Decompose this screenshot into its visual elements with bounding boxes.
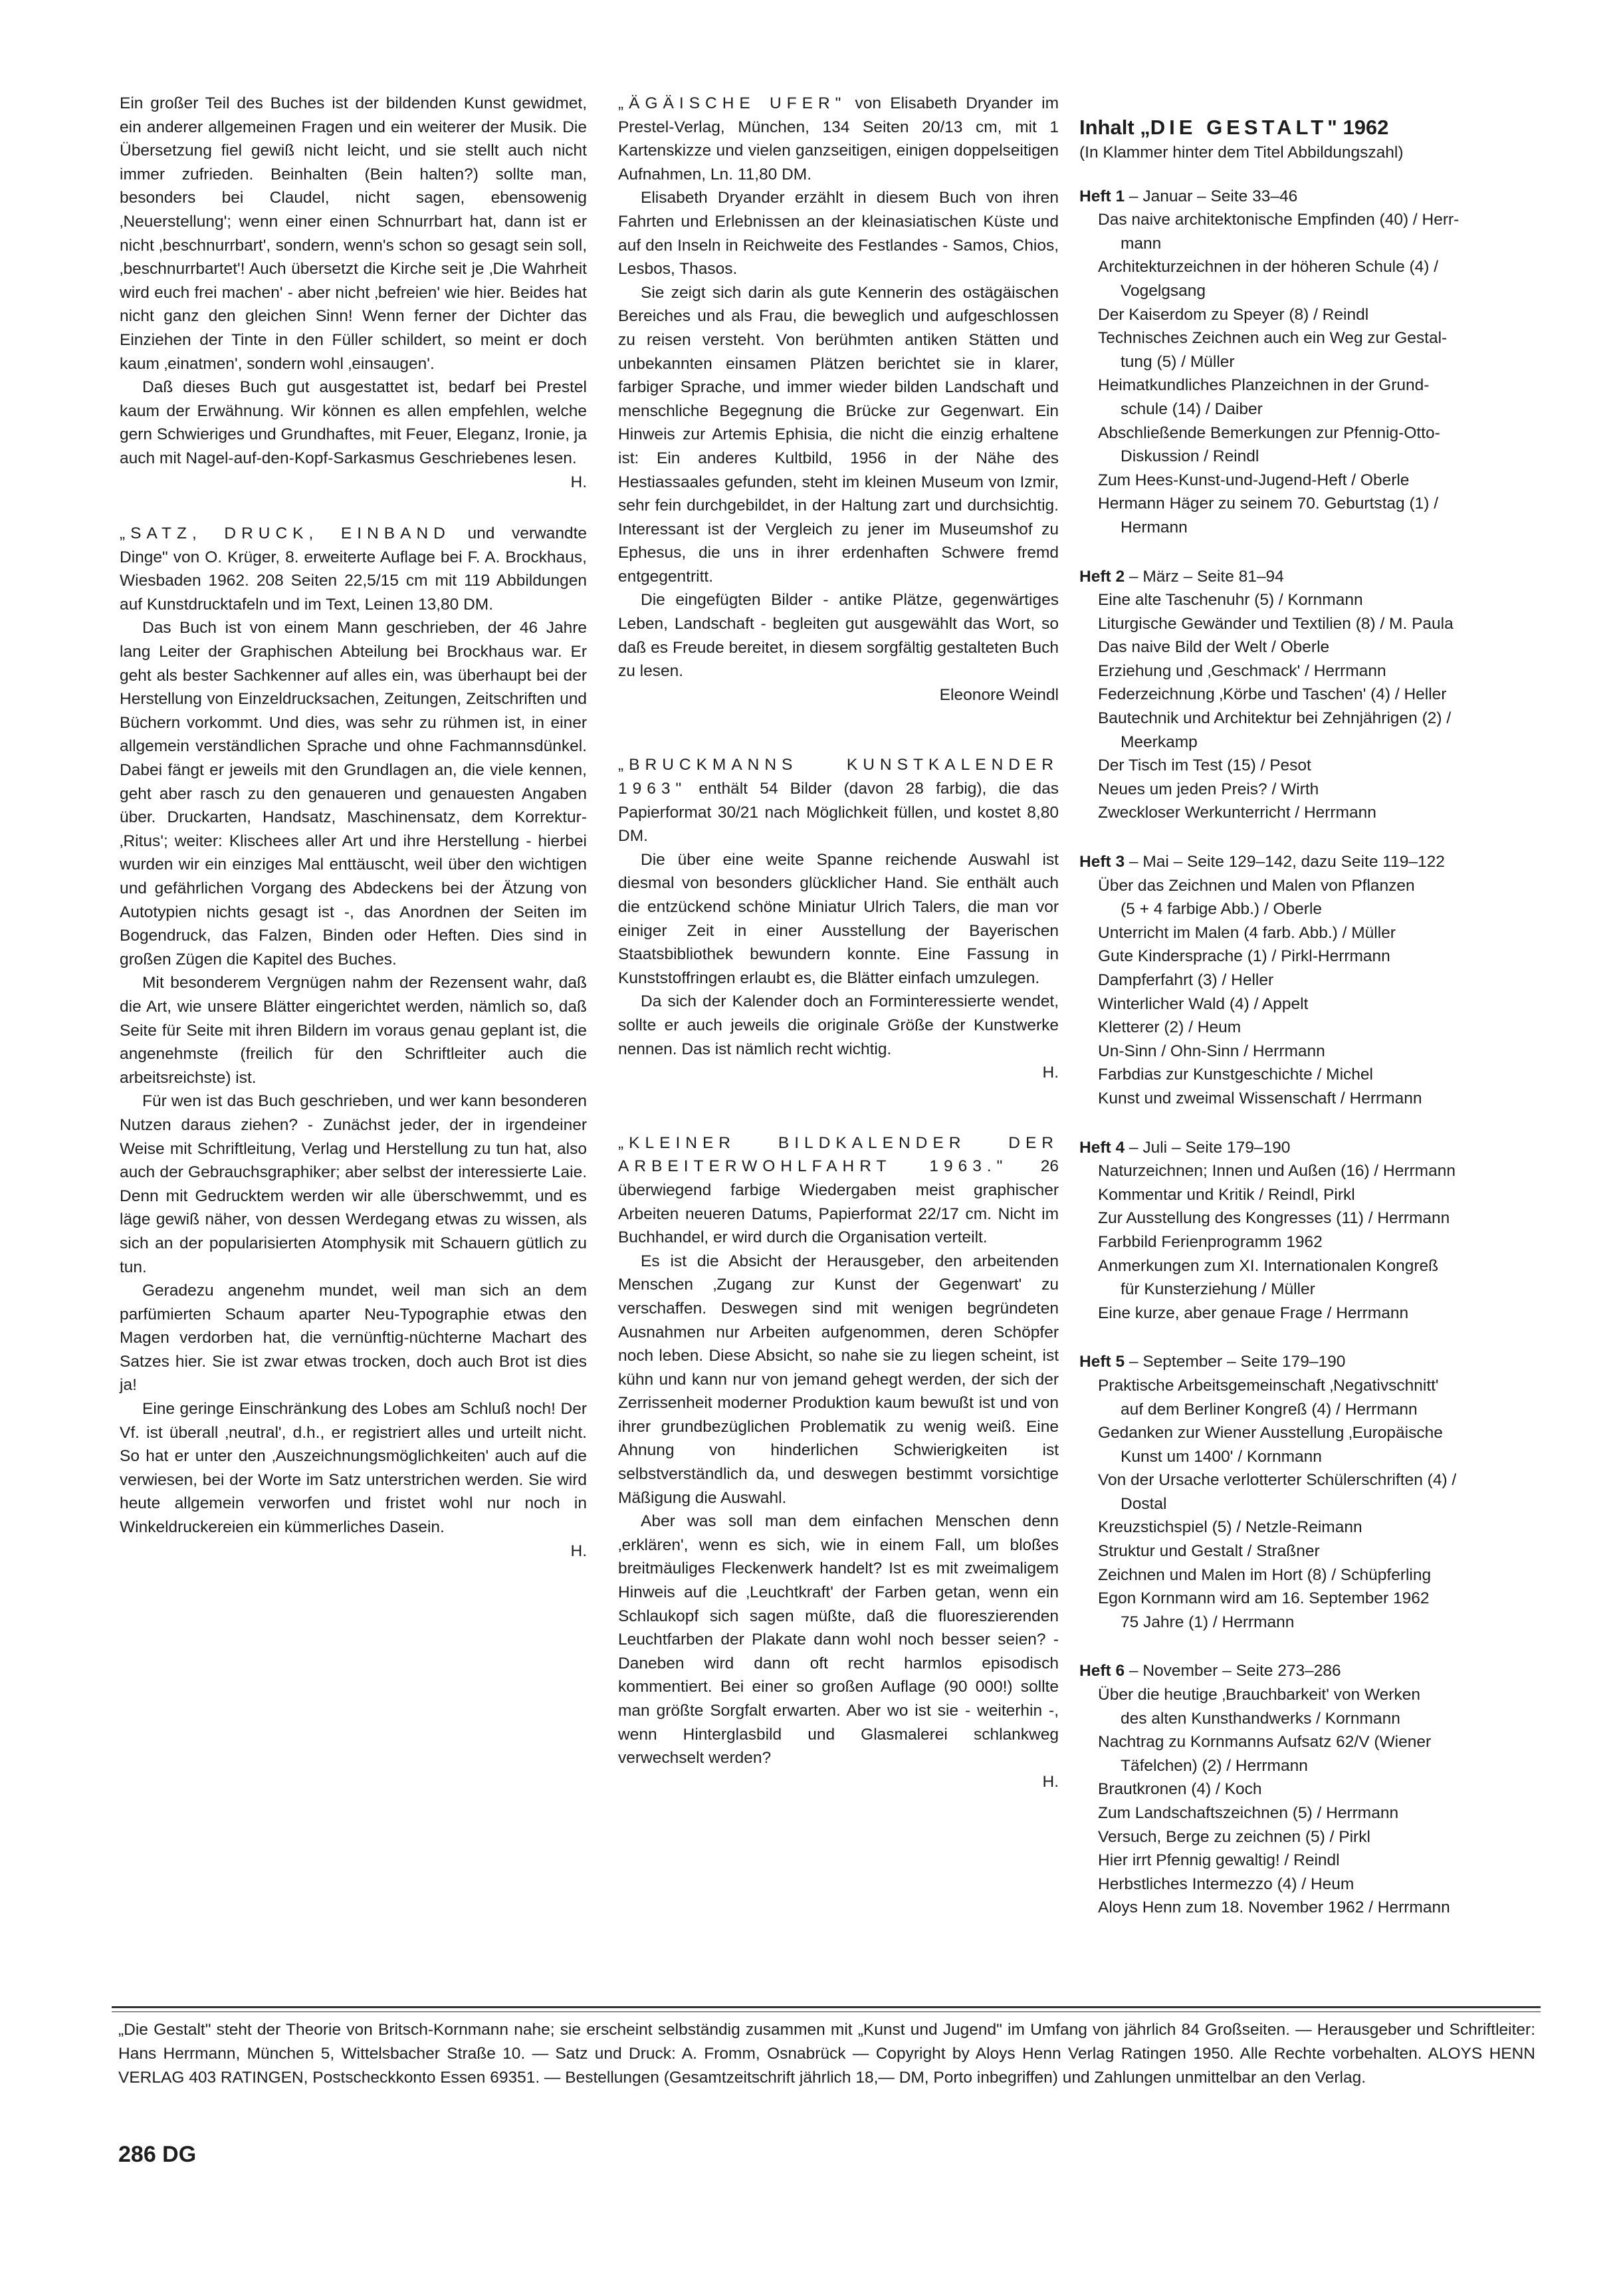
entry-title: Zeichnen und Malen im Hort (8) / Schüpferling (1098, 1565, 1432, 1584)
contents-entry (1079, 469, 1545, 493)
entry-title: Kunst und zweimal Wissenschaft / Herrmann (1098, 1089, 1422, 1107)
contents-entry (1079, 612, 1545, 636)
contents-entry (1079, 659, 1545, 683)
issue-6 (1079, 1659, 1545, 1920)
entry-title: Technisches Zeichnen auch ein Weg zur Gestal- (1098, 329, 1448, 348)
review-satz-heading (120, 522, 587, 616)
entry-title: Erziehung und ‚Geschmack' / Herrmann (1098, 661, 1386, 680)
contents-entry (1079, 1302, 1545, 1325)
contents-entry (1079, 1896, 1545, 1920)
entry-continuation: des alten Kunsthandwerks / Kornmann (1121, 1709, 1400, 1728)
review-ufer-paragraph-3: Die eingefügten Bilder - antike Plätze, gegenwärtiges Leben, Landschaft - begleiten gut ausgewählt das Wort, so daß es Freude bereitet, in diesem sorgfältig gestalteten Buch zu lesen. (618, 591, 1059, 681)
contents-entry (1079, 1468, 1545, 1516)
entry-title: Das naive Bild der Welt / Oberle (1098, 638, 1330, 657)
issue-date-pages: – September – Seite 179–190 (1125, 1353, 1346, 1371)
footer-rule-thick (112, 2006, 1541, 2008)
entry-title: Neues um jeden Preis? / Wirth (1098, 780, 1319, 798)
review-satz-bibliography: und verwandte Dinge" von O. Krüger, 8. erweiterte Auflage bei F. A. Brockhaus, Wiesbaden 1962. 208 Seiten 22,5/15 cm mit 119 Abbildungen auf Kunstdrucktafeln und im Text, Leinen 13,80 DM. (120, 524, 587, 614)
entry-title: Federzeichnung ‚Körbe und Taschen' (4) / Heller (1098, 685, 1447, 704)
contents-title-year: " 1962 (1327, 116, 1389, 139)
entry-title: Abschließende Bemerkungen zur Pfennig-Otto- (1098, 423, 1440, 442)
entry-title: Zur Ausstellung des Kongresses (11) / Herrmann (1098, 1209, 1450, 1228)
issue-1 (1079, 185, 1545, 540)
issue-label: Heft 5 (1079, 1353, 1125, 1371)
issue-date-pages: – Mai – Seite 129–142, dazu Seite 119–122 (1125, 853, 1445, 871)
entry-continuation: Dostal (1121, 1494, 1167, 1513)
contents-title-magazine: DIE GESTALT (1150, 116, 1328, 139)
contents-entry (1079, 1230, 1545, 1254)
entry-title: Egon Kornmann wird am 16. September 1962 (1098, 1589, 1430, 1608)
contents-entry (1079, 874, 1545, 921)
entry-title: Heimatkundliches Planzeichnen in der Grund- (1098, 376, 1430, 395)
entry-continuation: 75 Jahre (1) / Herrmann (1121, 1613, 1295, 1631)
entry-title: Kletterer (2) / Heum (1098, 1018, 1242, 1037)
review-bildkalender-paragraph-2: Aber was soll man dem einfachen Menschen denn ‚erklären', wenn es sich, wie in einem Fall, um bloßes breitmäuliges Fleckenwerk handelt? Ist es mit zweimaligem Hinweis auf die ‚Leuchtkraft' der Farben getan, wenn ein Schlaukopf sich sagen müßte, daß die fluoreszierenden Leuchtfarben der Plakate dann wohl noch besser seien? - Daneben wird dann oft recht harmlos episodisch kommentiert. Bei einer so großen Auflage (90 000!) sollte man größte Sorgfalt erwarten. Aber wo ist sie - weiterhin -, wenn Hinterglasbild und Glasmalerei schlankweg verwechselt werden? (618, 1512, 1059, 1768)
contents-entry (1079, 374, 1545, 421)
review-satz-paragraph-2: Mit besonderem Vergnügen nahm der Rezensent wahr, daß die Art, wie unsere Blätter eingerichtet werden, nämlich so, daß Seite für Seite mit ihren Bildern im voraus genau geplant ist, die angenehmste (freilich für den Schriftleiter auch die arbeitsreichste) ist. (120, 974, 587, 1087)
contents-entry (1079, 1849, 1545, 1873)
entry-continuation: Hermann (1121, 518, 1188, 536)
issue-date-pages: – Juli – Seite 179–190 (1125, 1138, 1291, 1157)
contents-entry (1079, 1683, 1545, 1730)
entry-title: Nachtrag zu Kornmanns Aufsatz 62/V (Wiener (1098, 1733, 1432, 1752)
contents-entry (1079, 1801, 1545, 1825)
entry-continuation: (5 + 4 farbige Abb.) / Oberle (1121, 900, 1323, 919)
entry-title: Zum Landschaftszeichnen (5) / Herrmann (1098, 1804, 1399, 1822)
page-number: 286 DG (118, 2142, 197, 2167)
review-bruckmann-heading (618, 753, 1059, 848)
entry-title: Dampferfahrt (3) / Heller (1098, 971, 1274, 989)
issue-label: Heft 1 (1079, 187, 1125, 205)
contents-entry (1079, 754, 1545, 778)
contents-entry (1079, 1730, 1545, 1778)
contents-entry (1079, 492, 1545, 539)
review-ufer-title: „ÄGÄISCHE UFER" (618, 94, 847, 112)
contents-entry (1079, 1016, 1545, 1040)
entry-title: Zum Hees-Kunst-und-Jugend-Heft / Oberle (1098, 471, 1410, 489)
contents-entry (1079, 1778, 1545, 1801)
entry-title: Eine alte Taschenuhr (5) / Kornmann (1098, 591, 1363, 610)
issue-label: Heft 6 (1079, 1662, 1125, 1680)
contents-title (1079, 114, 1545, 141)
entry-title: Praktische Arbeitsgemeinschaft ‚Negativschnitt' (1098, 1376, 1439, 1395)
issue-5 (1079, 1350, 1545, 1634)
entry-title: Struktur und Gestalt / Straßner (1098, 1542, 1320, 1561)
contents-entry (1079, 801, 1545, 825)
footer-rule-thin (112, 2011, 1541, 2012)
entry-continuation: Meerkamp (1121, 733, 1198, 751)
review-satz-paragraph-1: Das Buch ist von einem Mann geschrieben, der 46 Jahre lang Leiter der Graphischen Abteilung bei Brockhaus war. Er geht als bester Sachkenner auf alles ein, was überhaupt bei der Herstellung von Einzeldrucksachen, Zeitungen, Zeitschriften und Büchern vorkommt. Und dies, was sehr zu rühmen ist, in einer allgemein verständlichen Sprache und ohne Fachmannsdünkel. Dabei fängt er jeweils mit den Grundlagen an, die viele kennen, geht aber rasch zu den genaueren und genauesten Angaben über. Druckarten, Handsatz, Maschinensatz, dem Korrektur-‚Ritus'; weiter: Klischees aller Art und ihre Herstellung - hierbei wurden wir ein einziges Mal enttäuscht, weil über den wichtigen und gefährlichen Vorgang des Abdeckens bei der Ätzung von Autotypien nichts gesagt ist -, das Anordnen der Seiten im Bogendruck, das Falzen, Binden oder Heften. Dies sind in großen Zügen die Kapitel des Buches. (120, 619, 587, 969)
entry-title: Hermann Häger zu seinem 70. Geburtstag (1) / (1098, 495, 1439, 513)
entry-title: Bautechnik und Architektur bei Zehnjährigen (2) / (1098, 709, 1452, 728)
entry-continuation: auf dem Berliner Kongreß (4) / Herrmann (1121, 1400, 1418, 1419)
issue-3 (1079, 850, 1545, 1111)
review-ufer-signature: Eleonore Weindl (939, 685, 1059, 704)
contents-entry (1079, 1587, 1545, 1634)
entry-title: Architekturzeichnen in der höheren Schule (4) / (1098, 258, 1439, 277)
review-bildkalender-title: „KLEINER BILDKALENDER DER ARBEITERWOHLFAHRT 1963." (618, 1133, 1059, 1176)
review-bruckmann-bibliography: enthält 54 Bilder (davon 28 farbig), die das Papierformat 30/21 nach Möglichkeit füllen, und kostet 8,80 DM. (618, 780, 1059, 846)
entry-title: Farbdias zur Kunstgeschichte / Michel (1098, 1066, 1373, 1084)
review-satz-paragraph-3: Für wen ist das Buch geschrieben, und wer kann besonderen Nutzen daraus ziehen? - Zunächst jeder, der in irgendeiner Weise mit Schriftleitung, Verlag und Herstellung zu tun hat, also auch der Gebrauchsgraphiker; aber selbst der interessierte Laie. Denn mit Gedrucktem werden wir alle überschwemmt, und es läge gewiß näher, von dessen Werdegang etwas zu wissen, als sich an der popularisierten Atomphysik mit Schauern gütlich zu tun. (120, 1092, 587, 1276)
entry-title: Gedanken zur Wiener Ausstellung ‚Europäische (1098, 1424, 1443, 1442)
entry-continuation: schule (14) / Daiber (1121, 400, 1263, 418)
contents-entry (1079, 683, 1545, 707)
contents-subtitle: (In Klammer hinter dem Titel Abbildungszahl) (1079, 144, 1404, 162)
issue-label: Heft 2 (1079, 567, 1125, 586)
review-bildkalender-bibliography: 26 überwiegend farbige Wiedergaben meist graphischer Arbeiten neueren Datums, Papierformat 22/17 cm. Nicht im Buchhandel, er wird durch die Organisation verteilt. (618, 1157, 1059, 1247)
review-ufer-heading (618, 92, 1059, 186)
contents-entry (1079, 1374, 1545, 1421)
contents-entry (1079, 1825, 1545, 1849)
contents-entry (1079, 1183, 1545, 1207)
entry-continuation: tung (5) / Müller (1121, 352, 1235, 371)
entry-title: Farbbild Ferienprogramm 1962 (1098, 1232, 1323, 1251)
contents-title-prefix: Inhalt „ (1079, 116, 1150, 139)
review-bildkalender-paragraph-1: Es ist die Absicht der Herausgeber, den arbeitenden Menschen ‚Zugang zur Kunst der Gegenwart' zu verschaffen. Deswegen sind mit wenigen begründeten Ausnahmen nur Arbeiten aufgenommen, deren Schöpfer noch leben. Diese Absicht, so nahe sie zu liegen scheint, ist kühn und kann nur von jemand gehegt werden, der sich der Zerrissenheit moderner Produktion kaum bewußt ist und von ihrer grundbezüglichen Problematik zu wenig weiß. Eine Ahnung von hinderlichen Schwierigkeiten ist selbstverständlich da, und deswegen bestimmt vorsichtige Mäßigung die Auswahl. (618, 1252, 1059, 1507)
entry-title: Brautkronen (4) / Koch (1098, 1780, 1262, 1799)
review-claudel-paragraph-1: Ein großer Teil des Buches ist der bildenden Kunst gewidmet, ein anderer allgemeinen Fragen und ein weiterer der Musik. Die Übersetzung fiel gewiß nicht leicht, und sie stellt auch nicht immer zufrieden. Beinhalten (Bein halten?) sollte man, besonders bei Claudel, nicht sagen, ebensowenig ‚Neuerstellung'; wenn einer einen Schnurrbart hat, dann ist er nicht ‚beschnurrbart', sondern, wenn's schon so gesagt sein soll, ‚beschnurrbartet'! Auch übersetzt die Kirche seit je ‚Die Wahrheit wird euch frei machen' - aber nicht ‚befreien' wie hier. Beides hat nicht ganz den gleichen Sinn! Wenn ferner der Dichter das Einziehen der Tinte in den Füller schildert, so meint er doch kaum ‚einatmen', sondern wohl ‚einsaugen'. (120, 94, 587, 373)
contents-entry (1079, 208, 1545, 255)
column-middle (618, 92, 1059, 1793)
contents-entry (1079, 1159, 1545, 1183)
contents-entry (1079, 1254, 1545, 1302)
entry-title: Eine kurze, aber genaue Frage / Herrmann (1098, 1304, 1409, 1322)
issue-label: Heft 3 (1079, 853, 1125, 871)
review-bruckmann-title: „BRUCKMANNS KUNSTKALENDER 1963" (618, 756, 1059, 798)
issue-heading (1079, 1350, 1545, 1374)
review-ufer-bibliography: von Elisabeth Dryander im Prestel-Verlag, München, 134 Seiten 20/13 cm, mit 1 Kartenskizze und vielen ganzseitigen, einigen doppelseitigen Aufnahmen, Ln. 11,80 DM. (618, 94, 1059, 183)
contents-entry (1079, 778, 1545, 802)
review-bruckmann-paragraph-2: Da sich der Kalender doch an Forminteressierte wendet, sollte er auch jeweils die originale Größe der Kunstwerke nennen. Das ist nämlich recht wichtig. (618, 992, 1059, 1058)
entry-title: Der Kaiserdom zu Speyer (8) / Reindl (1098, 305, 1369, 324)
review-bildkalender-signature: H. (1042, 1772, 1059, 1791)
contents-entry (1079, 255, 1545, 302)
entry-continuation: für Kunsterziehung / Müller (1121, 1280, 1315, 1299)
entry-continuation: Vogelgsang (1121, 281, 1206, 300)
issue-heading (1079, 565, 1545, 589)
entry-title: Winterlicher Wald (4) / Appelt (1098, 994, 1309, 1013)
entry-continuation: mann (1121, 234, 1162, 253)
review-bildkalender-heading (618, 1131, 1059, 1250)
entry-title: Liturgische Gewänder und Textilien (8) / M. Paula (1098, 614, 1454, 633)
issue-heading (1079, 1659, 1545, 1683)
entry-continuation: Täfelchen) (2) / Herrmann (1121, 1756, 1308, 1775)
entry-title: Kommentar und Kritik / Reindl, Pirkl (1098, 1185, 1355, 1204)
issue-date-pages: – März – Seite 81–94 (1125, 567, 1284, 586)
contents-entry (1079, 1540, 1545, 1563)
review-satz-paragraph-5: Eine geringe Einschränkung des Lobes am Schluß noch! Der Vf. ist überall ‚neutral', d.h., er registriert alles und urteilt nicht. So hat er unter den ‚Auszeichnungsmöglichkeiten' auch auf die verwiesen, bei der Worte im Satz unterstrichen werden. Sie wird heute allgemein verworfen und fristet wohl nur noch in Winkeldruckereien ein kümmerliches Dasein. (120, 1400, 587, 1537)
annual-contents (1079, 114, 1545, 1945)
contents-entry (1079, 707, 1545, 754)
review-satz-paragraph-4: Geradezu angenehm mundet, weil man sich an dem parfümierten Schaum aparter Neu-Typographie etwas den Magen verdorben hat, die vernünftig-nüchterne Machart des Satzes hier. Sie ist zwar etwas trocken, doch auch Brot ist dies ja! (120, 1282, 587, 1395)
contents-entry (1079, 1563, 1545, 1587)
review-claudel-signature: H. (570, 473, 587, 491)
contents-entry (1079, 1063, 1545, 1087)
issue-4 (1079, 1136, 1545, 1325)
issue-list (1079, 185, 1545, 1920)
entry-title: Gute Kindersprache (1) / Pirkl-Herrmann (1098, 947, 1390, 966)
contents-entry (1079, 1040, 1545, 1064)
entry-title: Das naive architektonische Empfinden (40) / Herr- (1098, 211, 1460, 229)
contents-entry (1079, 326, 1545, 374)
contents-entry (1079, 921, 1545, 945)
review-bruckmann-paragraph-1: Die über eine weite Spanne reichende Auswahl ist diesmal von besonders glücklicher Hand. Sie enthält auch die entzückend schöne Miniatur Ulrich Talers, die man vor einiger Zeit in einer Ausstellung der Bayerischen Staatsbibliothek bewundern konnte. Eine Fassung in Kunststoffringen erlaubt es, die Blätter einfach umzulegen. (618, 850, 1059, 987)
contents-entry (1079, 588, 1545, 612)
contents-entry (1079, 635, 1545, 659)
entry-title: Herbstliches Intermezzo (4) / Heum (1098, 1875, 1354, 1893)
review-satz-signature: H. (570, 1542, 587, 1560)
entry-title: Unterricht im Malen (4 farb. Abb.) / Müller (1098, 923, 1396, 942)
review-satz-title: „SATZ, DRUCK, EINBAND (120, 524, 451, 543)
entry-continuation: Diskussion / Reindl (1121, 447, 1259, 466)
entry-title: Über das Zeichnen und Malen von Pflanzen (1098, 876, 1415, 895)
issue-date-pages: – November – Seite 273–286 (1125, 1662, 1341, 1680)
entry-title: Naturzeichnen; Innen und Außen (16) / Herrmann (1098, 1162, 1456, 1181)
contents-entry (1079, 421, 1545, 469)
contents-entry (1079, 1873, 1545, 1896)
issue-heading (1079, 850, 1545, 874)
contents-entry (1079, 303, 1545, 327)
contents-entry (1079, 992, 1545, 1016)
issue-heading (1079, 1136, 1545, 1160)
issue-heading (1079, 185, 1545, 209)
entry-title: Aloys Henn zum 18. November 1962 / Herrmann (1098, 1898, 1450, 1917)
entry-title: Un-Sinn / Ohn-Sinn / Herrmann (1098, 1042, 1325, 1060)
contents-entry (1079, 1421, 1545, 1468)
contents-entry (1079, 1206, 1545, 1230)
issue-label: Heft 4 (1079, 1138, 1125, 1157)
issue-2 (1079, 565, 1545, 826)
entry-title: Über die heutige ‚Brauchbarkeit' von Werken (1098, 1686, 1420, 1704)
column-left (120, 92, 587, 1563)
entry-title: Versuch, Berge zu zeichnen (5) / Pirkl (1098, 1827, 1370, 1846)
entry-title: Kreuzstichspiel (5) / Netzle-Reimann (1098, 1518, 1362, 1537)
review-ufer-paragraph-2: Sie zeigt sich darin als gute Kennerin des ostägäischen Bereiches und als Frau, die beweglich und aufgeschlossen zu reisen versteht. Von berühmten antiken Stätten und unbekannten einsamen Plätzen berichtet sie in klarer, farbiger Sprache, und immer wieder bilden Landschaft und menschliche Begegnung die Brücke zur Gegenwart. Ein Hinweis zur Artemis Ephisia, die nicht die einzig erhaltene ist: Ein anderes Kultbild, 1956 in der Nähe des Hestiassaales gefunden, steht im kleinen Museum von Izmir, sehr fein durchgebildet, in der Haltung zart und durchsichtig. Interessant ist der Vergleich zu jener im Museumshof zu Ephesus, die uns in ihrer erdenhaften Schwere fremd entgegentritt. (618, 283, 1059, 586)
entry-title: Anmerkungen zum XI. Internationalen Kongreß (1098, 1256, 1439, 1275)
entry-title: Zweckloser Werkunterricht / Herrmann (1098, 804, 1376, 822)
entry-continuation: Kunst um 1400' / Kornmann (1121, 1447, 1322, 1466)
contents-entry (1079, 1516, 1545, 1540)
contents-entry (1079, 1087, 1545, 1111)
entry-title: Von der Ursache verlotterter Schülerschriften (4) / (1098, 1471, 1457, 1490)
entry-title: Der Tisch im Test (15) / Pesot (1098, 756, 1311, 775)
issue-date-pages: – Januar – Seite 33–46 (1125, 187, 1298, 205)
review-bruckmann-signature: H. (1042, 1064, 1059, 1082)
contents-entry (1079, 945, 1545, 969)
imprint: „Die Gestalt" steht der Theorie von Britsch-Kornmann nahe; sie erscheint selbständig zusammen mit „Kunst und Jugend" im Umfang von jährlich 84 Großseiten. — Herausgeber und Schriftleiter: Hans Herrmann, München 5, Wittelsbacher Straße 10. — Satz und Druck: A. Fromm, Osnabrück — Copyright by Aloys Henn Verlag Ratingen 1950. Alle Rechte vorbehalten. ALOYS HENN VERLAG 403 RATINGEN, Postscheckkonto Essen 69351. — Bestellungen (Gesamtzeitschrift jährlich 18,— DM, Porto inbegriffen) und Zahlungen unmittelbar an den Verlag. (118, 2021, 1535, 2087)
contents-entry (1079, 969, 1545, 992)
entry-title: Hier irrt Pfennig gewaltig! / Reindl (1098, 1851, 1340, 1870)
review-ufer-paragraph-1: Elisabeth Dryander erzählt in diesem Buch von ihren Fahrten und Erlebnissen an der kleinasiatischen Küste und auf den Inseln in Reichweite des Festlandes - Samos, Chios, Lesbos, Thasos. (618, 189, 1059, 279)
review-claudel-paragraph-2: Daß dieses Buch gut ausgestattet ist, bedarf bei Prestel kaum der Erwähnung. Wir können es allen empfehlen, welche gern Schwieriges und Grundhaftes, mit Feuer, Eleganz, Ironie, ja auch mit Nagel-auf-den-Kopf-Sarkasmus Geschriebenes lesen. (120, 378, 587, 467)
